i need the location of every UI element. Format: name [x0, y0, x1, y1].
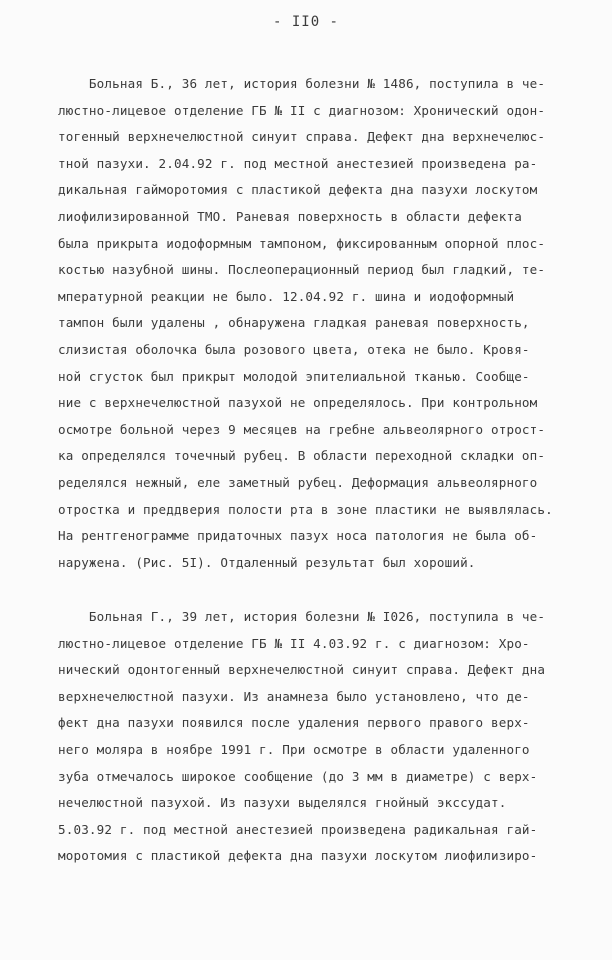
text-line: была прикрыта иодоформным тампоном, фиксированным опорной плос- — [58, 235, 546, 251]
text-line: ка определялся точечный рубец. В области переходной складки оп- — [58, 448, 546, 464]
text-line: тампон были удалены , обнаружена гладкая раневая поверхность, — [58, 315, 530, 331]
text-line: ной сгусток был прикрыт молодой эпителиальной тканью. Сообще- — [58, 368, 530, 384]
page-number: - II0 - — [272, 14, 339, 30]
paragraph-case-g — [58, 604, 576, 870]
text-line: Больная Б., 36 лет, история болезни № 1486, поступила в че- — [58, 76, 546, 91]
text-line: ределялся нежный, еле заметный рубец. Деформация альвеолярного — [58, 474, 538, 490]
text-line: моротомия с пластикой дефекта дна пазухи лоскутом лиофилизиро- — [58, 848, 538, 864]
text-line: нечелюстной пазухой. Из пазухи выделялся гнойный экссудат. — [58, 795, 507, 811]
text-line: нический одонтогенный верхнечелюстной синуит справа. Дефект дна — [58, 662, 546, 678]
text-line: тогенный верхнечелюстной синуит справа. Дефект дна верхнечелюс- — [58, 129, 546, 145]
text-line: верхнечелюстной пазухи. Из анамнеза было установлено, что де- — [58, 688, 530, 704]
text-line: Больная Г., 39 лет, история болезни № I026, поступила в че- — [58, 609, 546, 624]
text-line: него моляра в ноябре 1991 г. При осмотре в области удаленного — [58, 741, 530, 757]
text-line: отростка и преддверия полости рта в зоне пластики не выявлялась. — [58, 501, 553, 517]
text-line: наружена. (Рис. 5I). Отдаленный результат был хороший. — [58, 554, 476, 570]
text-line: фект дна пазухи появился после удаления первого правого верх- — [58, 715, 530, 731]
text-line: дикальная гайморотомия с пластикой дефекта дна пазухи лоскутом — [58, 182, 538, 198]
text-line: тной пазухи. 2.04.92 г. под местной анестезией произведена ра- — [58, 155, 538, 171]
text-line: люстно-лицевое отделение ГБ № II 4.03.92 г. с диагнозом: Хро- — [58, 635, 530, 651]
text-line: зуба отмечалось широкое сообщение (до 3 мм в диаметре) с верх- — [58, 768, 538, 784]
text-line: лиофилизированной ТМО. Раневая поверхность в области дефекта — [58, 208, 522, 224]
text-line: ние с верхнечелюстной пазухой не определялось. При контрольном — [58, 395, 538, 411]
text-line: костью назубной шины. Послеоперационный период был гладкий, те- — [58, 262, 546, 278]
text-line: мпературной реакции не было. 12.04.92 г. шина и иодоформный — [58, 288, 515, 304]
text-line: На рентгенограмме придаточных пазух носа патология не была об- — [58, 528, 538, 544]
text-line: слизистая оболочка была розового цвета, отека не было. Кровя- — [58, 341, 530, 357]
text-line: 5.03.92 г. под местной анестезией произведена радикальная гай- — [58, 821, 538, 837]
paragraph-case-b — [58, 71, 576, 576]
text-line: осмотре больной через 9 месяцев на гребне альвеолярного отрост- — [58, 421, 546, 437]
text-line: люстно-лицевое отделение ГБ № II с диагнозом: Хронический одон- — [58, 102, 546, 118]
